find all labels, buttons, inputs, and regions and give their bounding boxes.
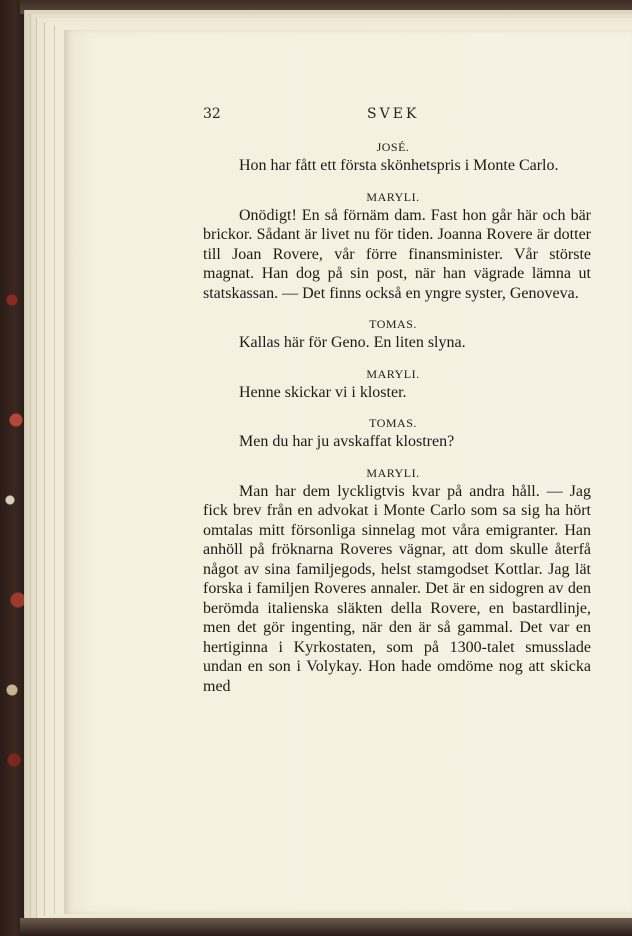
speaker-name: JOSÉ.	[376, 140, 410, 154]
speaker-name: TOMAS.	[369, 317, 417, 331]
speaker-name: MARYLI.	[366, 366, 420, 381]
speech-text: Onödigt! En så förnäm dam. Fast hon går här och bär brickor. Sådant är livet nu för tiden. Joanna Rovere är dotter till Joan Rovere, vår förre finansminister. Vår störste magnat. Han dog på sin post, när han vägrade lämna ut statskassan. — Det finns också en yngre syster, Genoveva.	[203, 206, 591, 302]
speaker-name: MARYLI.	[366, 465, 420, 480]
speaker-name: TOMAS.	[369, 416, 417, 430]
dialogue-text	[203, 138, 591, 696]
speech-text: Men du har ju avskaffat klostren?	[239, 433, 455, 450]
speech-text: Hon har fått ett första skönhetspris i Monte Carlo.	[239, 157, 559, 174]
cover-bottom-edge	[20, 918, 632, 936]
running-title: SVEK	[367, 106, 420, 122]
speech-text: Kallas här för Geno. En liten slyna.	[239, 334, 466, 351]
running-head	[203, 106, 595, 128]
page-number: 32	[203, 106, 221, 122]
speaker-name: MARYLI.	[366, 189, 420, 204]
speech-text: Henne skickar vi i kloster.	[239, 383, 407, 401]
speech-text: Man har dem lyckligtvis kvar på andra håll. — Jag fick brev från en advokat i Monte Carlo som sa sig ha hört omtalas mitt försonliga sinnelag mot våra emigranter. Han anhöll på fröknarna Roveres vägnar, att dom skulle återfå något av sina familjegods, helst stamgodset Kottlar. Jag lät forska i familjen Roveres annaler. Det är en sidogren av den berömda italienska släkten della Rovere, en bastardlinje, men det gör ingenting, när den är så gammal. Det var en hertiginna i Kyrkostaten, som på 1300-talet smusslade undan en son i Volykay. Hon hade omdöme nog att skicka med	[203, 482, 591, 695]
